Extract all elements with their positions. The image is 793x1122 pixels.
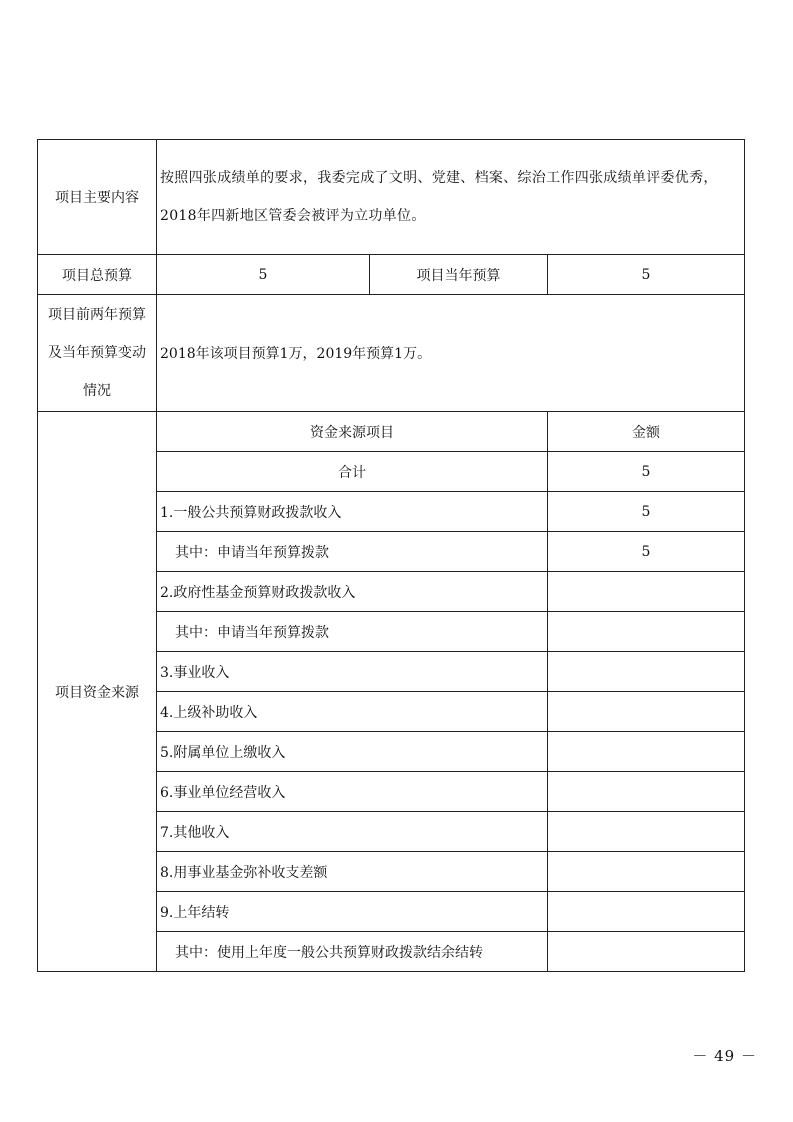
main-content-text: 按照四张成绩单的要求，我委完成了文明、党建、档案、综治工作四张成绩单评委优秀，2018年四新地区管委会被评为立功单位。: [157, 140, 745, 255]
total-budget-value: 5: [157, 255, 370, 295]
funding-row-amount: [548, 892, 745, 932]
funding-row-name: 其中：使用上年度一般公共预算财政拨款结余结转: [157, 932, 548, 972]
funding-row-name: 7.其他收入: [157, 812, 548, 852]
funding-row-amount: [548, 612, 745, 652]
funding-row-amount: [548, 812, 745, 852]
funding-row-name: 合计: [157, 452, 548, 492]
budget-row: [38, 255, 745, 295]
funding-row-amount: [548, 652, 745, 692]
prior-years-row: [38, 295, 745, 412]
funding-row-amount: 5: [548, 452, 745, 492]
funding-row-name: 8.用事业基金弥补收支差额: [157, 852, 548, 892]
funding-row-amount: 5: [548, 492, 745, 532]
funding-row-amount: [548, 772, 745, 812]
funding-row-name: 5.附属单位上缴收入: [157, 732, 548, 772]
funding-row-amount: [548, 732, 745, 772]
current-budget-label: 项目当年预算: [370, 255, 548, 295]
funding-header-source: 资金来源项目: [157, 412, 548, 452]
funding-row-amount: 5: [548, 532, 745, 572]
funding-row-name: 其中：申请当年预算拨款: [157, 612, 548, 652]
project-budget-table: [37, 139, 745, 972]
funding-row-name: 6.事业单位经营收入: [157, 772, 548, 812]
funding-row-amount: [548, 692, 745, 732]
funding-source-label: 项目资金来源: [38, 412, 157, 972]
funding-row-amount: [548, 852, 745, 892]
current-budget-value: 5: [548, 255, 745, 295]
funding-row-name: 9.上年结转: [157, 892, 548, 932]
funding-row-name: 1.一般公共预算财政拨款收入: [157, 492, 548, 532]
page-number: － 49 －: [692, 1047, 757, 1065]
funding-row-name: 2.政府性基金预算财政拨款收入: [157, 572, 548, 612]
funding-row-name: 其中：申请当年预算拨款: [157, 532, 548, 572]
total-budget-label: 项目总预算: [38, 255, 157, 295]
funding-row-amount: [548, 932, 745, 972]
funding-header-amount: 金额: [548, 412, 745, 452]
main-content-row: [38, 140, 745, 255]
funding-row-name: 3.事业收入: [157, 652, 548, 692]
prior-years-label: 项目前两年预算 及当年预算变动 情况: [38, 295, 157, 412]
funding-row-name: 4.上级补助收入: [157, 692, 548, 732]
funding-row-amount: [548, 572, 745, 612]
prior-years-text: 2018年该项目预算1万，2019年预算1万。: [157, 295, 745, 412]
main-content-label: 项目主要内容: [38, 140, 157, 255]
funding-header-row: [38, 412, 745, 452]
